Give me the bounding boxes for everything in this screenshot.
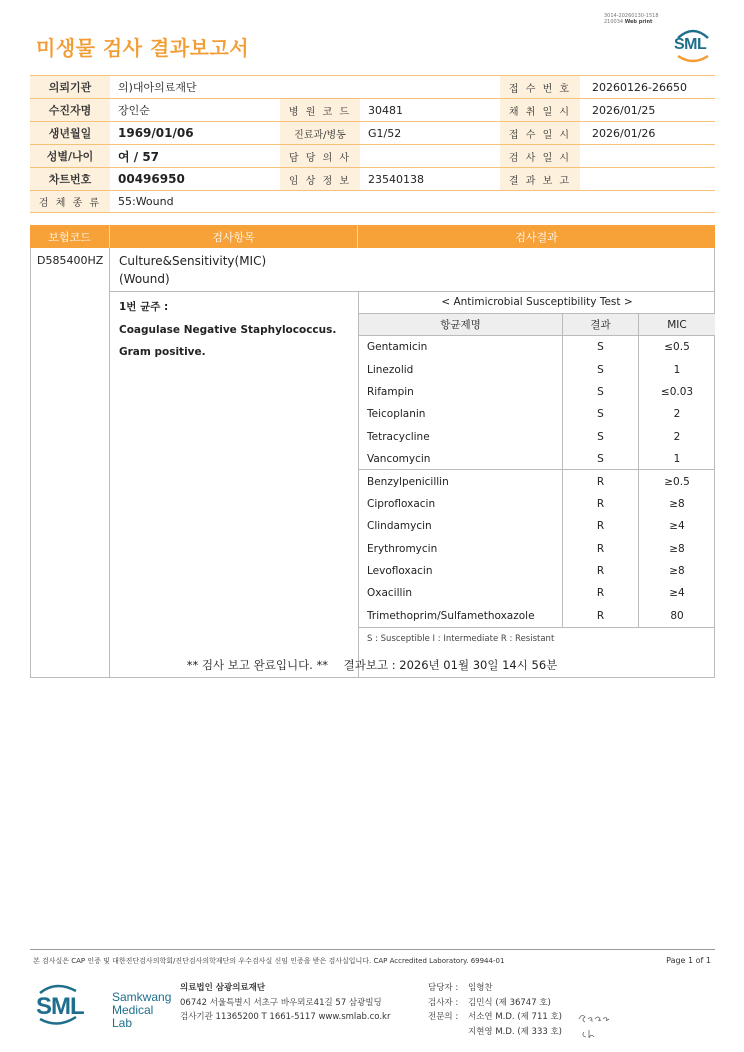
- report-time: 결과보고 : 2026년 01월 30일 14시 56분: [343, 658, 558, 672]
- ast-row: [359, 560, 715, 582]
- clinical-info-value: 23540138: [368, 172, 424, 186]
- ast-row: [359, 493, 715, 515]
- test-name-line2: (Wound): [119, 272, 170, 286]
- staff-name: 임형찬: [468, 983, 493, 993]
- drug-name: Linezolid: [359, 358, 563, 380]
- samkwang-logo: [36, 983, 172, 1030]
- mic-value: ≥4: [669, 587, 685, 600]
- ast-row: [359, 336, 715, 358]
- ast-row: [359, 426, 715, 448]
- staff-role: 검사자 :: [428, 997, 459, 1008]
- ast-row: [359, 358, 715, 380]
- organization-address: 06742 서울특별시 서초구 바우뫼로41길 57 삼광빌딩: [180, 997, 382, 1008]
- logo-name-line2: Medical Lab: [112, 1003, 154, 1030]
- organization-name: 의료법인 삼광의료재단: [180, 983, 266, 993]
- mic-column-header: MIC: [667, 318, 687, 331]
- patient-name-value: 장인순: [118, 104, 150, 117]
- resistant-group: [359, 470, 715, 627]
- signature-icon: [576, 1010, 612, 1040]
- completion-text: ** 검사 보고 완료입니다. **: [186, 658, 328, 672]
- staff-role: 전문의 :: [428, 1012, 459, 1022]
- dept-value: G1/52: [368, 126, 402, 140]
- result-column-header: 결과: [563, 314, 639, 335]
- organism-info: [119, 296, 336, 364]
- susceptibility-result: R: [563, 515, 639, 537]
- staff-row: [428, 996, 562, 1011]
- ast-row: [359, 381, 715, 403]
- sex-age-label: 성별/나이: [30, 145, 110, 167]
- logo-name: [112, 991, 171, 1030]
- page-title: 미생물 검사 결과보고서: [36, 36, 250, 60]
- mic-value: ≤0.03: [660, 385, 694, 398]
- staff-role: 담당자 :: [428, 983, 459, 993]
- drug-name: Rifampin: [359, 381, 563, 403]
- collect-date-value: 2026/01/25: [592, 103, 656, 117]
- staff-name: 서소연 M.D. (제 711 호): [468, 1012, 563, 1022]
- ast-row: [359, 538, 715, 560]
- susceptible-group: [359, 336, 715, 470]
- birth-label: 생년월일: [30, 122, 110, 144]
- ast-table: [359, 291, 715, 650]
- drug-name: Teicoplanin: [359, 403, 563, 425]
- drug-name: Vancomycin: [359, 448, 563, 469]
- test-date-value: [580, 145, 715, 167]
- receipt-no-label: 접 수 번 호: [500, 76, 580, 98]
- susceptibility-result: R: [563, 560, 639, 582]
- susceptibility-result: S: [563, 403, 639, 425]
- result-header: [30, 225, 715, 248]
- info-row: [30, 99, 715, 122]
- organization-contact: 검사기관 11365200 T 1661-5117 www.smlab.co.kr: [180, 1012, 391, 1022]
- ast-row: [359, 582, 715, 604]
- susceptibility-result: R: [563, 493, 639, 515]
- staff-list: [428, 981, 562, 1039]
- susceptibility-result: S: [563, 448, 639, 469]
- patient-name-label: 수진자명: [30, 99, 110, 121]
- mic-value: 1: [673, 363, 681, 376]
- mic-value: 2: [673, 430, 681, 443]
- drug-name: Ciprofloxacin: [359, 493, 563, 515]
- hospital-code-value: 30481: [368, 103, 403, 117]
- collect-date-label: 채 취 일 시: [500, 99, 580, 121]
- logo-text: SML: [36, 993, 84, 1020]
- doctor-value: [360, 145, 500, 167]
- info-row: [30, 191, 715, 213]
- report-value: [580, 168, 715, 190]
- staff-row: [428, 1010, 562, 1025]
- susceptibility-result: S: [563, 358, 639, 380]
- organization-info: [180, 981, 390, 1025]
- document-id: [604, 13, 659, 25]
- test-item-header: 검사항목: [110, 225, 358, 248]
- strain-label: 1번 균주 :: [119, 301, 169, 313]
- mic-value: ≥8: [669, 565, 685, 578]
- mic-value: 1: [673, 452, 681, 465]
- insurance-code-header: 보험코드: [30, 225, 110, 248]
- mic-value: ≥8: [669, 542, 685, 555]
- mic-value: ≥0.5: [664, 475, 690, 488]
- document-id-line2: 210034: [604, 19, 624, 25]
- patient-info-table: [30, 75, 715, 213]
- test-date-label: 검 사 일 시: [500, 145, 580, 167]
- info-row: [30, 168, 715, 191]
- ast-title: < Antimicrobial Susceptibility Test >: [359, 291, 715, 314]
- dept-label: 진료과/병동: [280, 122, 360, 144]
- logo-name-line1: Samkwang: [112, 990, 172, 1004]
- accreditation-note: 본 검사실은 CAP 인증 및 대한진단검사의학회/진단검사의학재단의 우수검사실 신임 인증을 받은 검사실입니다. CAP Accredited Laboratory. 69944-01: [33, 957, 505, 965]
- drug-name: Erythromycin: [359, 538, 563, 560]
- requester-value: 의)대아의료재단: [118, 81, 197, 94]
- drug-name: Tetracycline: [359, 426, 563, 448]
- sex-age-value: 여 / 57: [118, 149, 160, 164]
- drug-name: Levofloxacin: [359, 560, 563, 582]
- mic-value: ≥4: [669, 520, 685, 533]
- drug-name: Clindamycin: [359, 515, 563, 537]
- susceptibility-result: S: [563, 336, 639, 358]
- susceptibility-result: S: [563, 426, 639, 448]
- requester-label: 의뢰기관: [30, 76, 110, 98]
- staff-row: [428, 1025, 562, 1040]
- organism-name: Coagulase Negative Staphylococcus.: [119, 323, 337, 336]
- staff-name: 김민식 (제 36747 호): [468, 997, 551, 1008]
- info-row: [30, 145, 715, 168]
- staff-role: [428, 1025, 468, 1040]
- ast-row: [359, 403, 715, 425]
- report-label: 결 과 보 고: [500, 168, 580, 190]
- ast-row: [359, 470, 715, 492]
- doctor-label: 담 당 의 사: [280, 145, 360, 167]
- susceptibility-result: R: [563, 582, 639, 604]
- logo-text: SML: [674, 36, 707, 53]
- drug-name: Gentamicin: [359, 336, 563, 358]
- specimen-value: 55:Wound: [118, 195, 174, 208]
- gram-stain: Gram positive.: [119, 346, 206, 358]
- susceptibility-result: R: [563, 470, 639, 492]
- drug-column-header: 항균제명: [359, 314, 563, 335]
- chart-no-label: 차트번호: [30, 168, 110, 190]
- result-body: [30, 248, 715, 678]
- info-row: [30, 122, 715, 145]
- web-print-label: Web print: [624, 19, 653, 25]
- drug-name: Benzylpenicillin: [359, 470, 563, 492]
- info-row: [30, 76, 715, 99]
- result-table: [30, 225, 715, 678]
- footer-divider: [30, 949, 715, 950]
- mic-value: 80: [670, 609, 684, 622]
- mic-value: ≤0.5: [664, 341, 690, 354]
- drug-name: Trimethoprim/Sulfamethoxazole: [359, 605, 563, 627]
- receive-date-label: 접 수 일 시: [500, 122, 580, 144]
- receive-date-value: 2026/01/26: [592, 126, 656, 140]
- mic-value: ≥8: [669, 497, 685, 510]
- drug-name: Oxacillin: [359, 582, 563, 604]
- mic-value: 2: [673, 408, 681, 421]
- staff-name: 지현영 M.D. (제 333 호): [468, 1026, 563, 1037]
- receipt-no-value: 20260126-26650: [592, 80, 687, 94]
- specimen-label: 검 체 종 류: [30, 191, 110, 212]
- birth-value: 1969/01/06: [118, 126, 194, 140]
- susceptibility-result: R: [563, 605, 639, 627]
- ast-row: [359, 605, 715, 627]
- ast-row: [359, 515, 715, 537]
- completion-line: [0, 657, 744, 673]
- susceptibility-result: R: [563, 538, 639, 560]
- sml-logo: [672, 26, 714, 64]
- ast-row: [359, 448, 715, 470]
- test-name: [119, 252, 266, 288]
- page-number: Page 1 of 1: [666, 956, 711, 965]
- susceptibility-result: S: [563, 381, 639, 403]
- chart-no-value: 00496950: [118, 172, 185, 186]
- insurance-code: D585400HZ: [31, 248, 110, 677]
- test-result-header: 검사결과: [515, 230, 558, 244]
- document-id-line1: 3014-20260130-1518: [604, 13, 659, 19]
- staff-row: [428, 981, 562, 996]
- clinical-info-label: 임 상 정 보: [280, 168, 360, 190]
- hospital-code-label: 병 원 코 드: [280, 99, 360, 121]
- ast-header: [359, 314, 715, 336]
- test-name-line1: Culture&Sensitivity(MIC): [119, 254, 267, 268]
- ast-legend: S : Susceptible I : Intermediate R : Resistant: [359, 627, 715, 650]
